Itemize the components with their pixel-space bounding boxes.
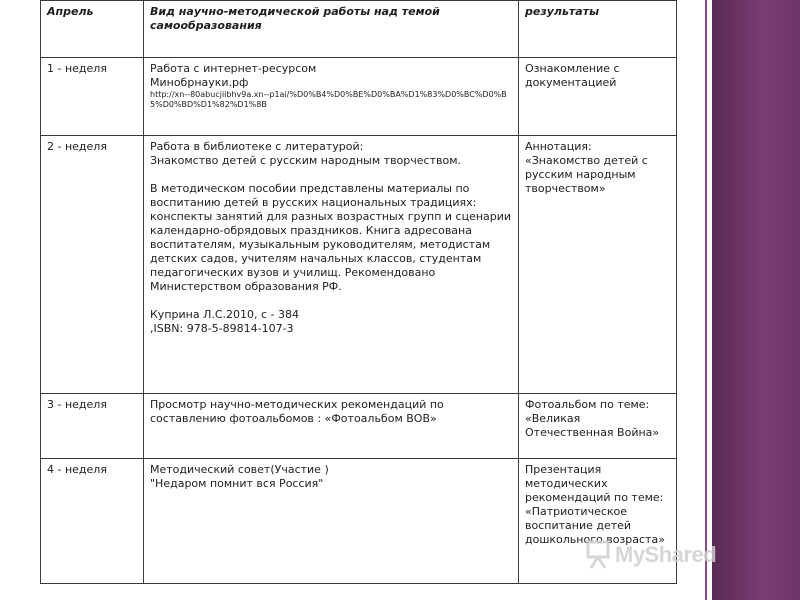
result-cell: Презентация методических рекомендаций по теме: «Патриотическое воспитание детей дошкольного возраста» [519, 459, 677, 584]
book-description: В методическом пособии представлены материалы по воспитанию детей в русских национальных традициях: конспекты занятий для разных возрастных групп и сценарии календарно-обрядовых праздников. Книга адресована воспитателям, музыкальным руководителям, методистам детских садов, учителям начальных классов, студентам педагогических вузов и училищ. Рекомендовано Министерством образования РФ. [150, 182, 512, 293]
week-cell: 2 - неделя [41, 136, 144, 394]
work-text: Работа в библиотеке с литературой: [150, 140, 364, 153]
side-accent-line [705, 0, 707, 600]
resource-url: http://xn--80abucjiibhv9a.xn--p1ai/%D0%B4%D0%BE%D0%BA%D1%83%D0%BC%D0%B5%D0%BD%D1%82%D1%8B [150, 90, 507, 109]
week-cell: 4 - неделя [41, 459, 144, 584]
result-cell: Фотоальбом по теме: «Великая Отечественная Война» [519, 394, 677, 459]
work-cell: Просмотр научно-методических рекомендаций по составлению фотоальбомов : «Фотоальбом ВОВ» [144, 394, 519, 459]
result-cell: Ознакомление с документацией [519, 58, 677, 136]
watermark-text: MyShared [615, 542, 717, 567]
table-row [41, 58, 677, 136]
presentation-board-icon [585, 540, 611, 570]
work-text: Методический совет(Участие ) [150, 463, 329, 476]
work-cell [144, 58, 519, 136]
table-row [41, 136, 677, 394]
header-results: результаты [519, 1, 677, 58]
work-text: Работа с интернет-ресурсом [150, 62, 317, 75]
table-header-row [41, 1, 677, 58]
work-cell [144, 136, 519, 394]
work-text: "Недаром помнит вся Россия" [150, 477, 324, 490]
header-work-type: Вид научно-методической работы над темой самообразования [144, 1, 519, 58]
book-reference: Куприна Л.С.2010, с - 384 [150, 308, 300, 321]
table-row [41, 459, 677, 584]
work-text: Минобрнауки.рф [150, 76, 249, 89]
watermark [585, 538, 770, 572]
self-education-table [40, 0, 677, 584]
table-row [41, 394, 677, 459]
work-text: Знакомство детей с русским народным творчеством. [150, 154, 461, 167]
header-month: Апрель [41, 1, 144, 58]
side-decorative-band [712, 0, 800, 600]
book-isbn: ,ISBN: 978-5-89814-107-3 [150, 322, 294, 335]
result-cell: Аннотация: «Знакомство детей с русским народным творчеством» [519, 136, 677, 394]
week-cell: 3 - неделя [41, 394, 144, 459]
work-cell [144, 459, 519, 584]
week-cell: 1 - неделя [41, 58, 144, 136]
